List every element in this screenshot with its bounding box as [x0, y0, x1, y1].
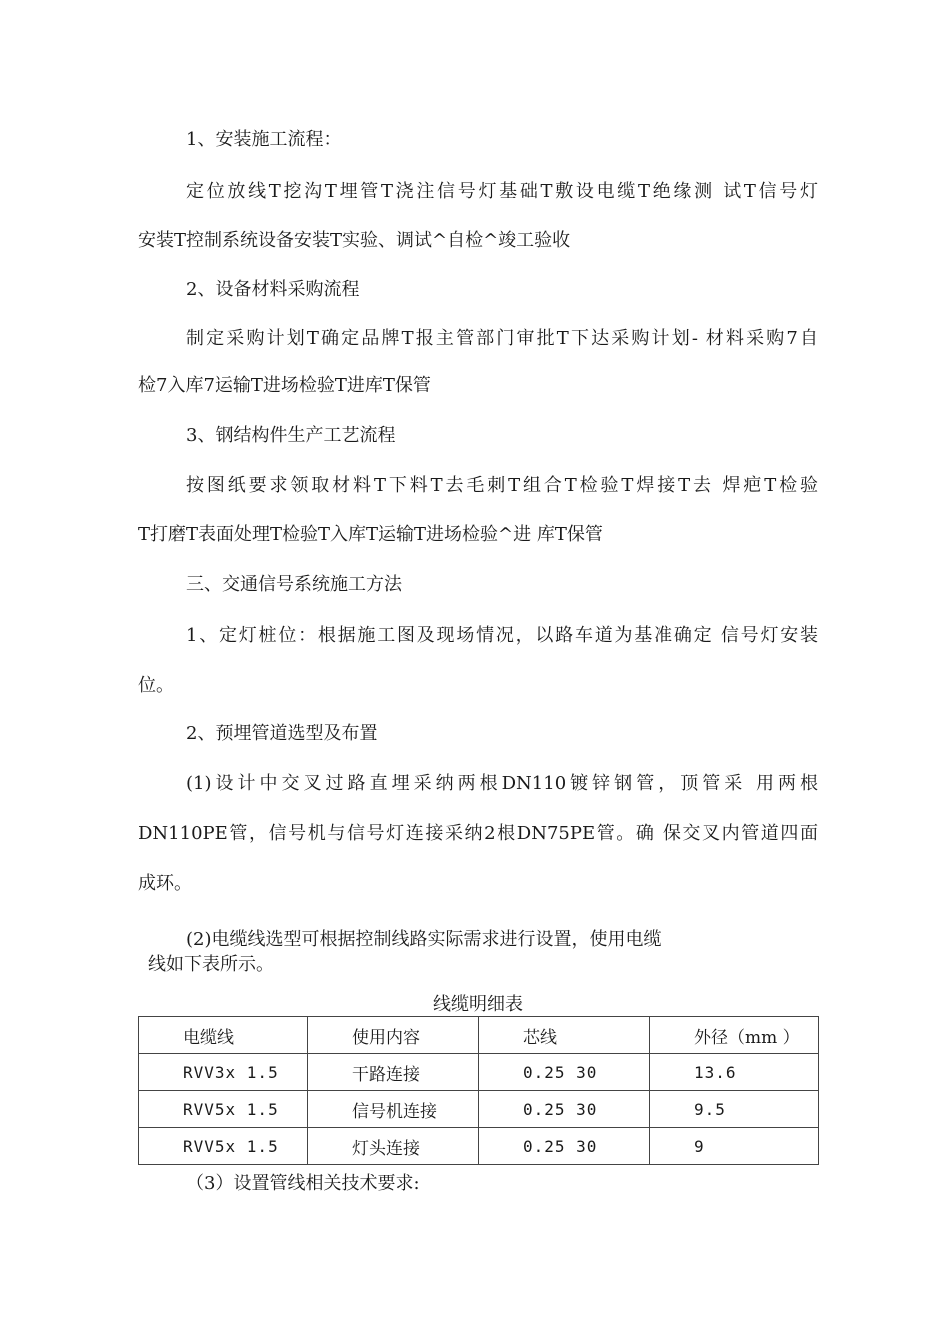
table-cell: 信号机连接	[308, 1091, 479, 1128]
table-cell: 0.25 30	[479, 1054, 650, 1091]
table-cell: 干路连接	[308, 1054, 479, 1091]
p-steel-body-1: 按图纸要求领取材料T下料T去毛刺T组合T检验T焊接T去 焊疤T检验	[186, 475, 818, 496]
p-install-flow-body-2: 安装T控制系统设备安装T实验、调试^自检^竣工验收	[138, 230, 571, 251]
table-cell: 0.25 30	[479, 1091, 650, 1128]
p-steel-body-2: T打磨T表面处理T检验T入库T运输T进场检验^进 库T保管	[138, 524, 603, 545]
table-row	[139, 1128, 819, 1165]
table-row	[139, 1054, 819, 1091]
table-row	[139, 1091, 819, 1128]
table-cell: 灯头连接	[308, 1128, 479, 1165]
p-procurement-body-2: 检7入库7运输T进场检验T进库T保管	[138, 375, 431, 396]
table-cell: RVV5x 1.5	[139, 1091, 308, 1128]
table-header-row	[139, 1017, 819, 1054]
table-header-cell: 芯线	[479, 1017, 650, 1054]
p-procurement-title: 2、设备材料采购流程	[186, 279, 360, 300]
p-pipe-body-3: 成环。	[138, 873, 192, 894]
table-cell: 9.5	[650, 1091, 819, 1128]
p-section-3-heading: 三、交通信号系统施工方法	[186, 574, 402, 595]
p-install-flow-body-1: 定位放线T挖沟T埋管T浇注信号灯基础T敷设电缆T绝缘测 试T信号灯	[186, 181, 818, 202]
p-light-pile-1: 1、定灯桩位：根据施工图及现场情况，以路车道为基准确定 信号灯安装	[186, 625, 818, 646]
table-cell: 0.25 30	[479, 1128, 650, 1165]
table-cell: RVV5x 1.5	[139, 1128, 308, 1165]
p-pipe-title: 2、预埋管道选型及布置	[186, 723, 378, 744]
table-caption: 线缆明细表	[433, 994, 523, 1015]
p-install-flow-title: 1、安装施工流程：	[186, 129, 342, 150]
p-light-pile-2: 位。	[138, 675, 174, 696]
table-header-cell: 电缆线	[139, 1017, 308, 1054]
cable-table	[138, 1016, 819, 1165]
table-cell: 9	[650, 1128, 819, 1165]
table-cell: RVV3x 1.5	[139, 1054, 308, 1091]
p-cable-body-1: (2)电缆线选型可根据控制线路实际需求进行设置，使用电缆	[186, 929, 662, 950]
p-pipe-body-1: (1)设计中交叉过路直埋采纳两根DN110镀锌钢管，顶管采 用两根	[186, 773, 818, 794]
table-header-cell: 使用内容	[308, 1017, 479, 1054]
p-cable-body-2: 线如下表所示。	[148, 954, 274, 975]
p-procurement-body-1: 制定采购计划T确定品牌T报主管部门审批T下达采购计划- 材料采购7自	[186, 328, 818, 349]
p-pipeline-requirements: （3）设置管线相关技术要求:	[186, 1173, 420, 1194]
table-cell: 13.6	[650, 1054, 819, 1091]
table-header-cell: 外径（mm ）	[650, 1017, 819, 1054]
p-steel-title: 3、钢结构件生产工艺流程	[186, 425, 396, 446]
p-pipe-body-2: DN110PE管，信号机与信号灯连接采纳2根DN75PE管。确 保交叉内管道四面	[138, 823, 818, 844]
